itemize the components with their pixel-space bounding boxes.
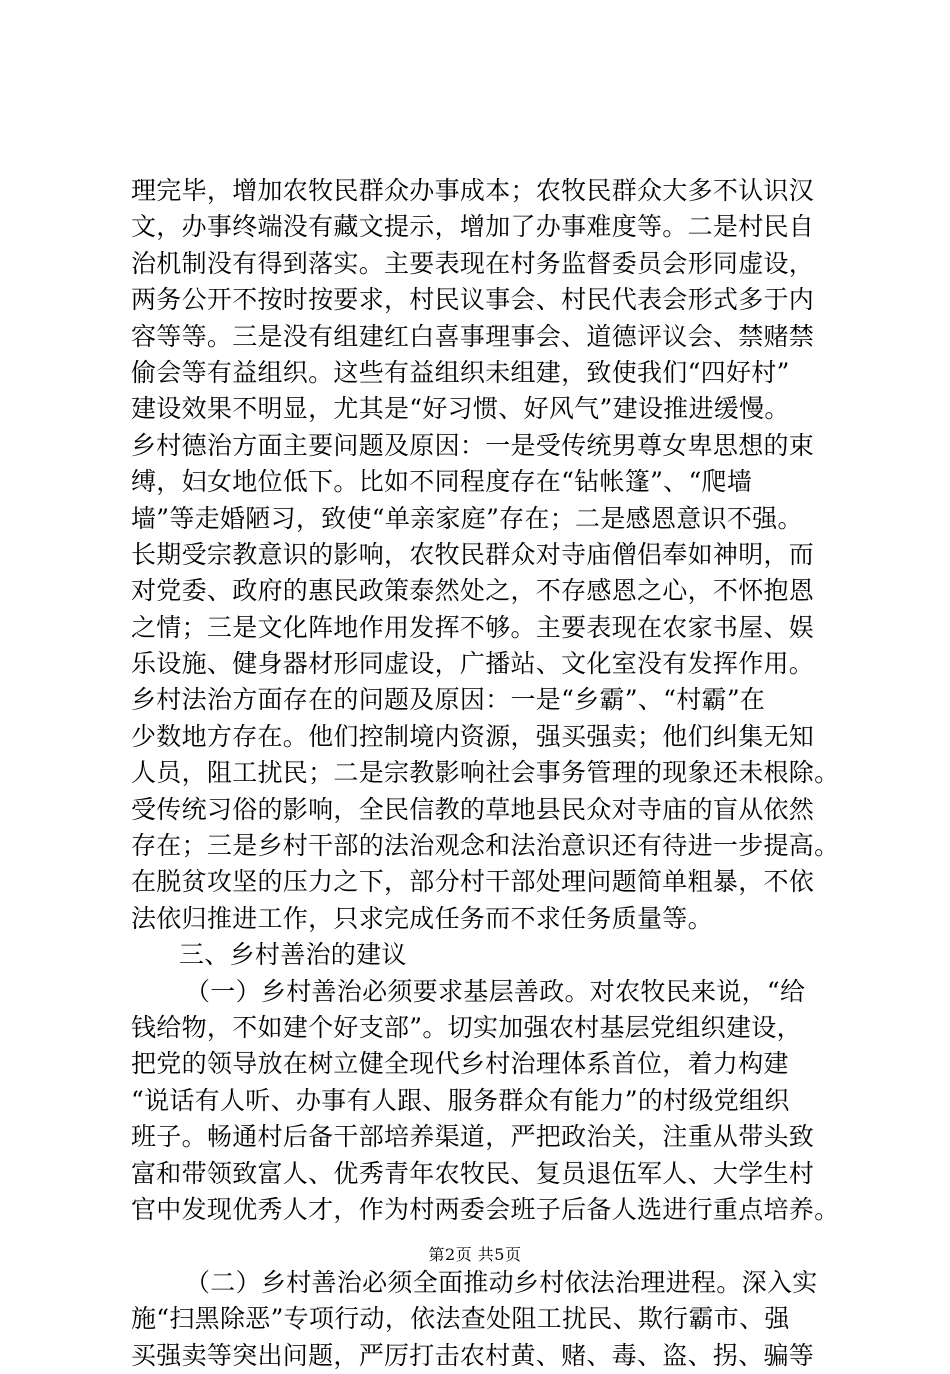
text-line: “说话有人听、办事有人跟、服务群众有能力”的村级党组织: [131, 1085, 790, 1115]
text-line: 缚，妇女地位低下。比如不同程度存在“钻帐篷”、“爬墙: [131, 467, 753, 497]
text-line: 墙”等走婚陋习，致使“单亲家庭”存在；二是感恩意识不强。: [131, 503, 803, 533]
text-line: 钱给物，不如建个好支部”。切实加强农村基层党组织建设，: [131, 1012, 802, 1042]
text-line: 对党委、政府的惠民政策泰然处之，不存感恩之心，不怀抱恩: [131, 576, 815, 606]
text-line: 人员，阻工扰民；二是宗教影响社会事务管理的现象还未根除。: [131, 758, 840, 788]
text-line: 建设效果不明显，尤其是“好习惯、好风气”建设推进缓慢。: [131, 394, 790, 424]
text-line: 理完毕，增加农牧民群众办事成本；农牧民群众大多不认识汉: [131, 176, 815, 205]
text-line: 官中发现优秀人才，作为村两委会班子后备人选进行重点培养。: [131, 1194, 840, 1224]
text-line: 少数地方存在。他们控制境内资源，强买强卖；他们纠集无知: [131, 721, 815, 751]
section-heading: 三、乡村善治的建议: [179, 940, 407, 970]
text-line: 法依归推进工作，只求完成任务而不求任务质量等。: [131, 903, 713, 933]
text-line: 在脱贫攻坚的压力之下，部分村干部处理问题简单粗暴，不依: [131, 867, 815, 897]
paragraph-first-line: （二）乡村善治必须全面推动乡村依法治理进程。深入实: [185, 1267, 818, 1297]
page-number-footer: 第2页 共5页: [428, 1245, 522, 1264]
text-line: 文，办事终端没有藏文提示，增加了办事难度等。二是村民自: [131, 212, 815, 242]
text-line: 班子。畅通村后备干部培养渠道，严把政治关，注重从带头致: [131, 1122, 815, 1152]
text-line: 把党的领导放在树立健全现代乡村治理体系首位，着力构建: [131, 1049, 789, 1079]
text-line: 治机制没有得到落实。主要表现在村务监督委员会形同虚设，: [131, 248, 815, 278]
paragraph-first-line: （一）乡村善治必须要求基层善政。对农牧民来说，“给: [185, 976, 806, 1006]
text-line: 施“扫黑除恶”专项行动，依法查处阻工扰民、欺行霸市、强: [131, 1304, 790, 1334]
text-line: 容等等。三是没有组建红白喜事理事会、道德评议会、禁赌禁: [131, 321, 815, 351]
text-line: 长期受宗教意识的影响，农牧民群众对寺庙僧侣奉如神明，而: [131, 539, 815, 569]
text-line: 乡村法治方面存在的问题及原因：一是“乡霸”、“村霸”在: [131, 685, 766, 715]
text-line: 偷会等有益组织。这些有益组织未组建，致使我们“四好村”: [131, 357, 790, 387]
document-body: [131, 173, 840, 1374]
text-line: 乐设施、健身器材形同虚设，广播站、文化室没有发挥作用。: [131, 649, 815, 679]
text-line: 乡村德治方面主要问题及原因：一是受传统男尊女卑思想的束: [131, 430, 815, 460]
text-line: 存在；三是乡村干部的法治观念和法治意识还有待进一步提高。: [131, 831, 840, 861]
text-line: 买强卖等突出问题，严厉打击农村黄、赌、毒、盗、拐、骗等: [131, 1340, 815, 1370]
text-line: 两务公开不按时按要求，村民议事会、村民代表会形式多于内: [131, 285, 815, 315]
text-line: 富和带领致富人、优秀青年农牧民、复员退伍军人、大学生村: [131, 1158, 815, 1188]
text-line: 受传统习俗的影响，全民信教的草地县民众对寺庙的盲从依然: [131, 794, 815, 824]
text-line: 之情；三是文化阵地作用发挥不够。主要表现在农家书屋、娱: [131, 612, 815, 642]
